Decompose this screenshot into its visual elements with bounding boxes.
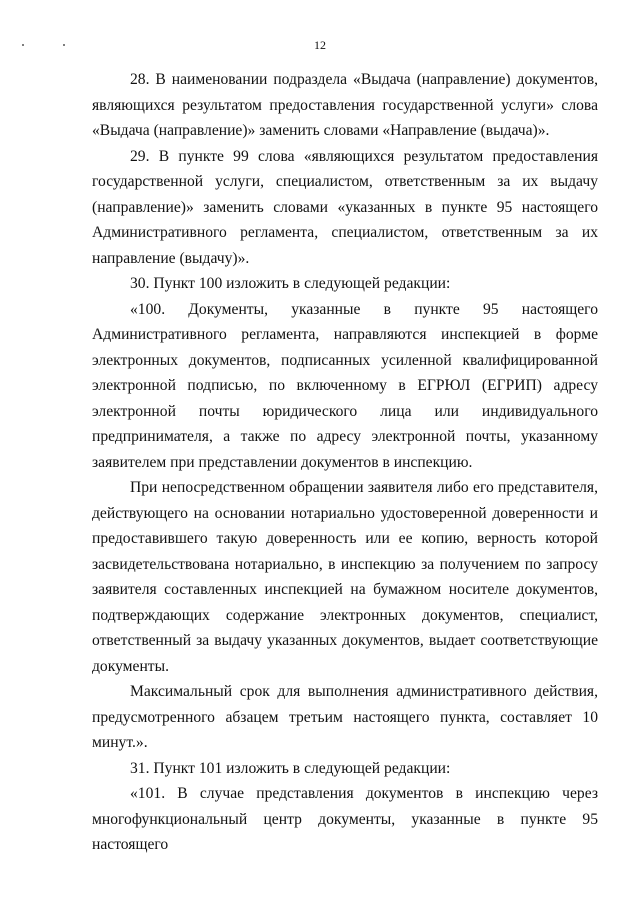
paragraph-clause-101: «101. В случае представления документов в инспекцию через многофункциональный центр документы, указанные в пункте 95 настоящего — [92, 785, 598, 853]
paragraph-item-28: 28. В наименовании подраздела «Выдача (направление) документов, являющихся результатом предоставления государственной услуги» слова «Выдача (направление)» заменить словами «Направление (выдача)». — [92, 71, 598, 139]
page-number: 12 — [314, 38, 326, 52]
paragraph-item-31: 31. Пункт 101 изложить в следующей редакции: — [130, 759, 451, 777]
paragraph-direct-request: При непосредственном обращении заявителя либо его представителя, действующего на основании нотариально удостоверенной доверенности и предоставившего такую доверенность или ее копию, верность которой засвидетельствована нотариально, в инспекцию за получением по запросу заявителя составленных инспекцией на бумажном носителе документов, подтверждающих содержание электронных документов, специалист, ответственный за выдачу указанных документов, выдает соответствующие документы. — [92, 479, 598, 675]
paragraph-item-29: 29. В пункте 99 слова «являющихся результатом предоставления государственной услуги, специалистом, ответственным за их выдачу (направление)» заменить словами «указанных в пункте 95 настоящего Административного регламента, специалистом, ответственным за их направление (выдачу)». — [92, 147, 598, 267]
paragraph-max-term: Максимальный срок для выполнения административного действия, предусмотренного абзацем третьим настоящего пункта, составляет 10 минут.». — [92, 683, 598, 751]
paragraph-clause-100: «100. Документы, указанные в пункте 95 настоящего Административного регламента, направляются инспекцией в форме электронных документов, подписанных усиленной квалифицированной электронной подписью, по включенному в ЕГРЮЛ (ЕГРИП) адресу электронной почты юридического лица или индивидуального предпринимателя, а также по адресу электронной почты, указанному заявителем при представлении документов в инспекцию. — [92, 300, 598, 471]
document-body — [92, 67, 598, 858]
paragraph-item-30: 30. Пункт 100 изложить в следующей редакции: — [130, 275, 451, 292]
